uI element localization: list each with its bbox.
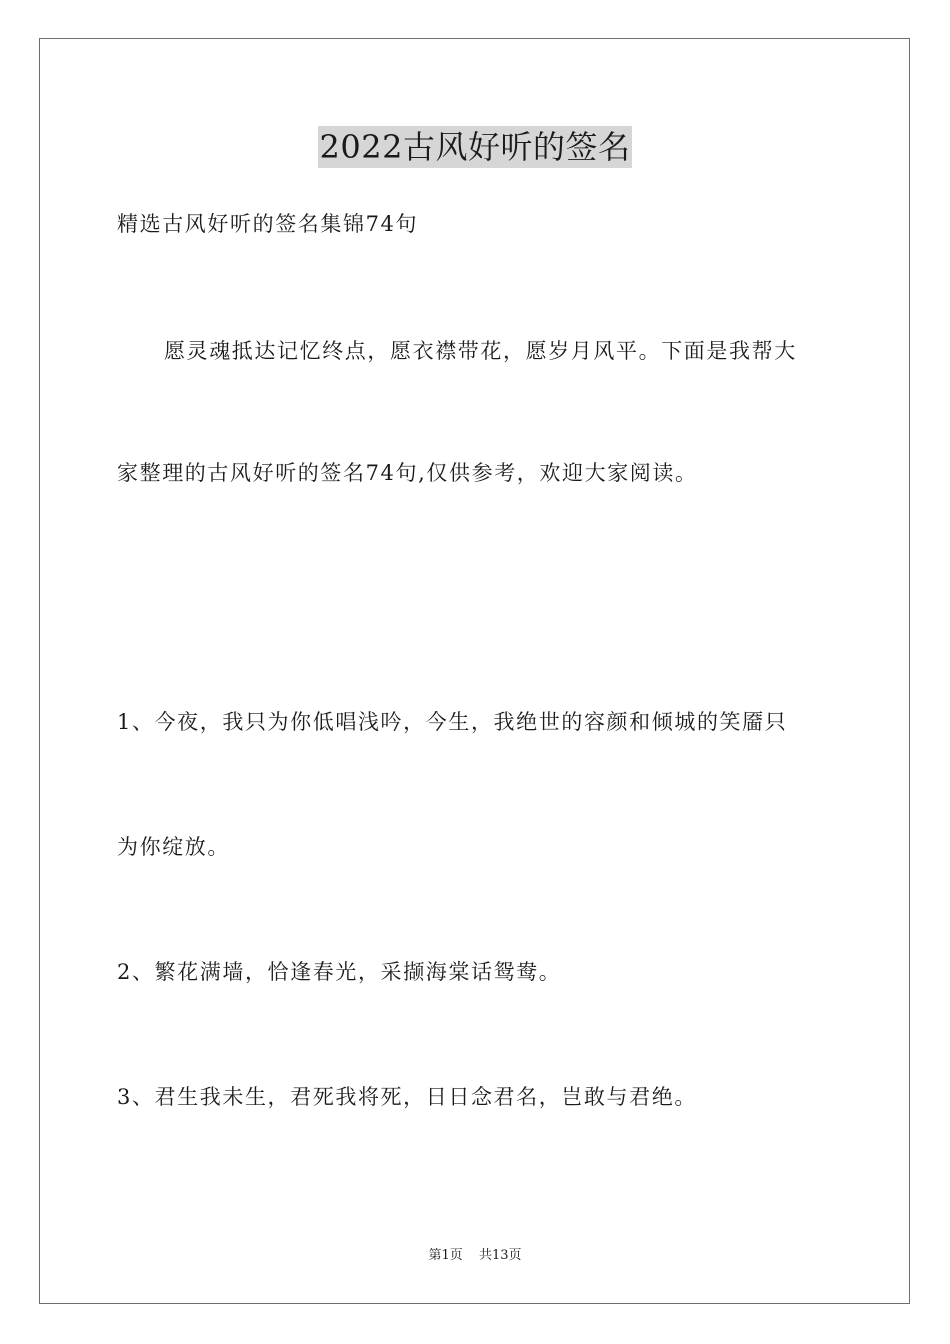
document-title: 2022古风好听的签名 <box>319 128 631 166</box>
page-number: 第1页 <box>428 1248 463 1263</box>
list-item-1-line-2: 为你绽放。 <box>117 835 230 859</box>
intro-line-1: 愿灵魂抵达记忆终点，愿衣襟带花，愿岁月风平。下面是我帮大 <box>164 339 797 363</box>
list-item-3: 3、君生我未生，君死我将死，日日念君名，岂敢与君绝。 <box>117 1085 697 1109</box>
intro-line-2: 家整理的古风好听的签名74句,仅供参考，欢迎大家阅读。 <box>117 461 698 485</box>
list-item-1-line-1: 1、今夜，我只为你低唱浅吟，今生，我绝世的容颜和倾城的笑靥只 <box>117 710 788 734</box>
document-subtitle: 精选古风好听的签名集锦74句 <box>117 212 419 236</box>
title-container <box>0 126 950 168</box>
list-item-2: 2、繁花满墙，恰逢春光，采撷海棠话鸳鸯。 <box>117 960 562 984</box>
page-total: 共13页 <box>478 1248 522 1263</box>
page-footer <box>0 1247 950 1265</box>
